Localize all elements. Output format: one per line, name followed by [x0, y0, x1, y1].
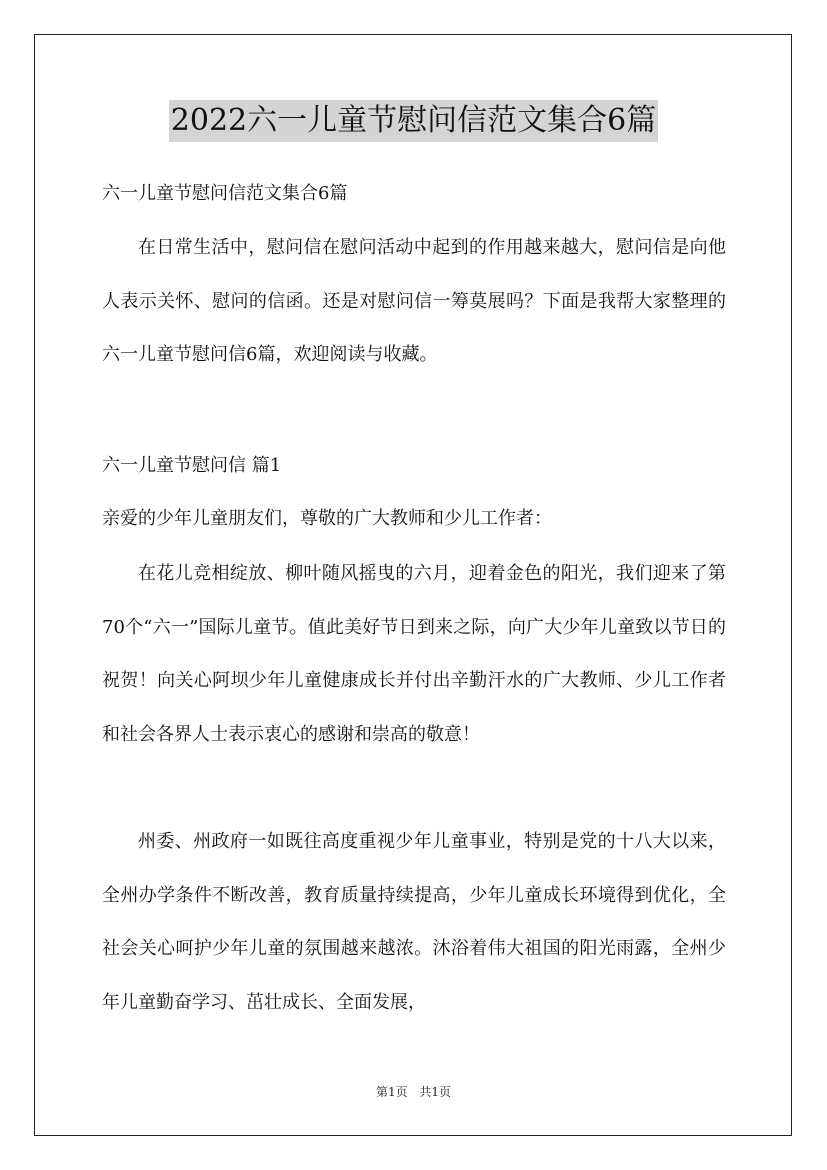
- letter-paragraph-1: 在花儿竞相绽放、柳叶随风摇曳的六月，迎着金色的阳光，我们迎来了第70个“六一”国际儿童节。值此美好节日到来之际，向广大少年儿童致以节日的祝贺！向关心阿坝少年儿童健康成长并付出辛勤汗水的广大教师、少儿工作者和社会各界人士表示衷心的感谢和崇高的敬意！: [102, 563, 726, 745]
- page-number: 第1页: [375, 1085, 408, 1099]
- title-container: [0, 100, 827, 142]
- letter-salutation: 亲爱的少年儿童朋友们，尊敬的广大教师和少儿工作者：: [102, 508, 552, 529]
- section-heading: 六一儿童节慰问信 篇1: [102, 455, 282, 476]
- letter-paragraph-2: 州委、州政府一如既往高度重视少年儿童事业，特别是党的十八大以来，全州办学条件不断改善，教育质量持续提高，少年儿童成长环境得到优化，全社会关心呵护少年儿童的氛围越来越浓。沐浴着伟大祖国的阳光雨露，全州少年儿童勤奋学习、茁壮成长、全面发展，: [102, 831, 726, 1013]
- intro-paragraph: 在日常生活中，慰问信在慰问活动中起到的作用越来越大，慰问信是向他人表示关怀、慰问的信函。还是对慰问信一筹莫展吗？下面是我帮大家整理的六一儿童节慰问信6篇，欢迎阅读与收藏。: [102, 237, 726, 365]
- document-title: 2022六一儿童节慰问信范文集合6篇: [169, 100, 658, 142]
- document-subtitle: 六一儿童节慰问信范文集合6篇: [102, 183, 348, 204]
- page-total: 共1页: [419, 1085, 452, 1099]
- page-footer: [0, 1084, 827, 1100]
